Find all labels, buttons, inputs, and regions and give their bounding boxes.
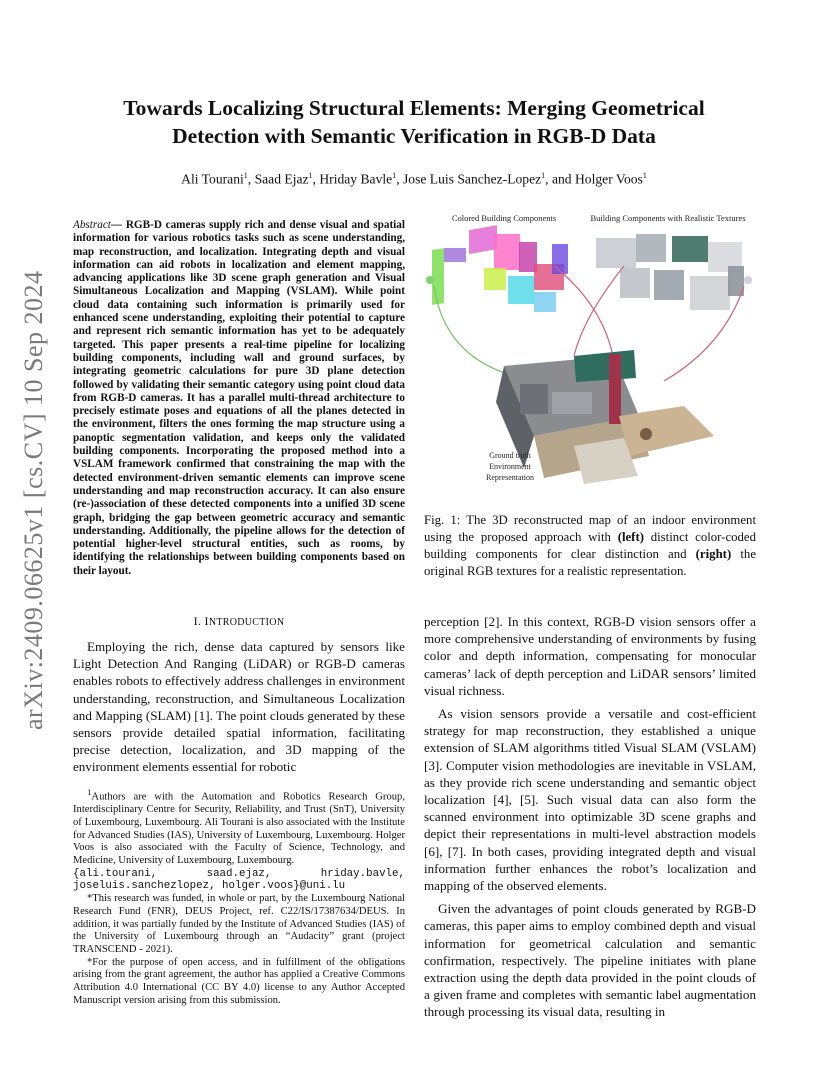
abstract-label: Abstract xyxy=(73,219,111,231)
section-title: NTRODUCTION xyxy=(208,617,285,628)
paper-title xyxy=(60,94,768,150)
section-heading xyxy=(73,614,405,629)
footnote-license: *For the purpose of open access, and in fulfillment of the obligations arising from the grant agreement, the author has applied a Creative Commons Attribution 4.0 International (CC BY 4.0) license to any Author Accepted Manuscript version arising from this submission. xyxy=(73,956,405,1006)
author: Hriday Bavle xyxy=(319,171,393,187)
figure-label-bottom-3: Representation xyxy=(486,473,534,482)
caption-right-emphasis: (right) xyxy=(695,547,732,561)
caption-left-emphasis: (left) xyxy=(617,530,644,544)
figure-label-right: Building Components with Realistic Textures xyxy=(590,213,746,223)
paragraph: Employing the rich, dense data captured by sensors like Light Detection And Ranging (LiDAR) or RGB-D cameras enables robots to effectively address challenges in environment understanding, reconstruction, and Simultaneous Localization and Mapping (SLAM) [1]. The point clouds generated by these sensors provide detailed spatial information, facilitating precise detection, localization, and 3D mapping of the environment elements essential for robotic xyxy=(73,639,405,775)
paragraph: perception [2]. In this context, RGB-D vision sensors offer a more comprehensive understanding of environments by fusing color and depth information, compensating for monocular cameras’ lack of depth perception and LiDAR sensors’ limited visual richness. xyxy=(424,614,756,698)
section-number: I. I xyxy=(193,614,209,628)
caption-text: distinct color-coded building components for clear distinction and xyxy=(424,530,757,561)
title-line-2: Detection with Semantic Verification in RGB-D Data xyxy=(172,124,656,148)
title-line-1: Towards Localizing Structural Elements: Merging Geometrical xyxy=(123,96,705,120)
footnote-mark: 1 xyxy=(87,787,92,797)
paragraph: As vision sensors provide a versatile and cost-efficient strategy for map reconstruction, they established a unique extension of SLAM algorithms titled Visual SLAM (VSLAM) [3]. Computer vision methodologies are inevitable in VSLAM, as they provide rich scene understanding and semantic object localization [4], [5]. Such visual data can also form the scanned environment into optimizable 3D scene graphs and depict their representations in multi-level abstraction models [6], [7]. In both cases, providing integrated depth and visual information further enhances the robot’s localization and mapping of the observed elements. xyxy=(424,706,756,894)
abstract-text: — RGB-D cameras supply rich and dense visual and spatial information for various robotics tasks such as scene understanding, map reconstruction, and localization. Integrating depth and visual information can aid robots in localization and element mapping, advancing applications like 3D scene graph generation and Visual Simultaneous Localization and Mapping (VSLAM). While point cloud data containing such information is primarily used for enhanced scene understanding, exploiting their potential to capture and represent rich semantic information has yet to be adequately targeted. This paper presents a real-time pipeline for localizing building components, including wall and ground surfaces, by integrating geometric calculations for pure 3D plane detection followed by validating their semantic category using point cloud data from RGB-D cameras. It has a parallel multi-thread architecture to precisely estimate poses and equations of all the planes detected in the environment, filters the ones forming the map structure using a panoptic segmentation validation, and keeps only the validated building components. Incorporating the proposed method into a VSLAM framework confirmed that constraining the map with the detected environment-driven semantic elements can improve scene understanding and map reconstruction accuracy. It can also ensure (re-)association of these detected components into a unified 3D scene graph, bridging the gap between geometric accuracy and semantic understanding. Additionally, the pipeline allows for the detection of potential higher-level structural entities, such as rooms, by identifying the relationships between building components based on their layout. xyxy=(73,219,405,577)
figure-1 xyxy=(424,206,756,502)
paragraph: Given the advantages of point clouds generated by RGB-D cameras, this paper aims to employ combined depth and visual information for geometrical calculation and semantic confirmation, respectively. The pipeline initiates with plane extraction using the depth data provided in the point clouds of a given frame and completes with semantic label augmentation through processing its visual data, resulting in xyxy=(424,901,756,1020)
author: Jose Luis Sanchez-Lopez xyxy=(403,171,542,187)
footnote-funding: *This research was funded, in whole or part, by the Luxembourg National Research Fund (FNR), DEUS Project, ref. C22/IS/17387634/DEUS. In addition, it was partially funded by the Institute of Advanced Studies (IAS) of the University of Luxembourg through an “Audacity” grant (project TRANSCEND - 2021). xyxy=(73,893,405,955)
affiliation-mark: 1 xyxy=(243,171,248,180)
figure-label-bottom-1: Ground truth xyxy=(489,451,531,460)
affiliation-mark: 1 xyxy=(308,171,313,180)
caption-text: the original RGB textures for a realistic representation. xyxy=(424,547,756,578)
author-list: Ali Tourani$^1$, Saad Ejaz$^1$, Hriday Bavle$^1$, Jose Luis Sanchez-Lopez$^1$, and Holger Voos$^1$ xyxy=(181,171,647,187)
figure-label-left: Colored Building Components xyxy=(451,213,557,223)
colored-map-render xyxy=(426,225,568,312)
caption-text: Fig. 1: The 3D reconstructed map of an indoor environment using the proposed approach with xyxy=(424,513,756,544)
intro-text xyxy=(73,638,405,782)
author-emails: {ali.tourani, saad.ejaz, hriday.bavle, joseluis.sanchezlopez, holger.voos}@uni.lu xyxy=(73,867,405,893)
abstract xyxy=(73,219,405,578)
author: Saad Ejaz xyxy=(254,171,309,187)
figure-label-bottom-2: Environment xyxy=(489,462,531,471)
footnotes xyxy=(73,786,405,1007)
right-column-text xyxy=(424,613,756,1027)
arxiv-identifier: arXiv:2409.06625v1 [cs.CV] 10 Sep 2024 xyxy=(19,270,48,730)
footnote-affiliation xyxy=(73,786,405,893)
affiliation-mark: 1 xyxy=(541,171,546,180)
footnote-text: Authors are with the Automation and Robotics Research Group, Interdisciplinary Centre for Security, Reliability, and Trust (SnT), University of Luxembourg, Luxembourg. Ali Tourani is also associated with the Institute for Advanced Studies (IAS), University of Luxembourg, Luxembourg. Holger Voos is also associated with the Faculty of Science, Technology, and Medicine, University of Luxembourg, Luxembourg. xyxy=(73,791,405,867)
author: Holger Voos xyxy=(574,171,643,187)
author: Ali Tourani xyxy=(181,171,244,187)
affiliation-mark: 1 xyxy=(392,171,397,180)
figure-caption xyxy=(424,512,756,580)
affiliation-mark: 1 xyxy=(642,171,647,180)
